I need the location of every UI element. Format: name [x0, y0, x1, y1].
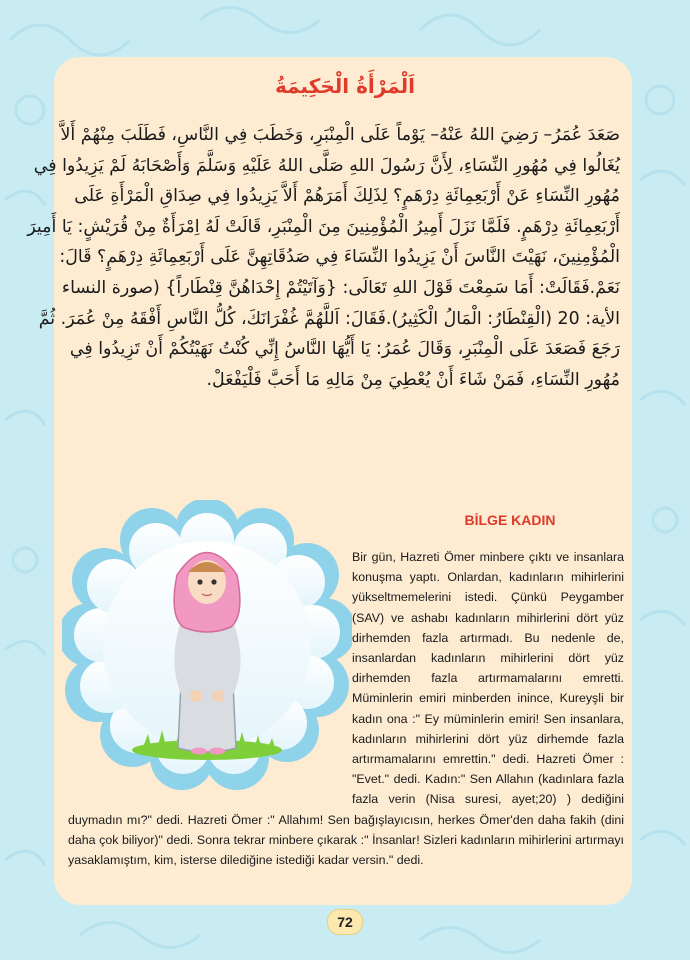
arabic-line: نَعَمْ.فَقَالَتْ: أَمَا سَمِعْتَ قَوْلَ اللهِ تَعَالَى: {وَآتَيْتُمْ إِحْدَاهُنَّ قِنْطَاراً} (صورة النساء [61, 277, 620, 298]
turkish-story-body: Bir gün, Hazreti Ömer minbere çıktı ve insanlara konuşma yaptı. Onlardan, kadınların mihirlerini yükseltmemelerini istedi. Çünkü Peygamber (SAV) ve ashabı kadınların mihirlerini dört yüz dirhemden fazla artırmadı. Bu nedenle de, insanlardan kadınların mihirlerini dört yüz dirhemden fazla artırmamalarını emretti. Müminlerin emiri minberden inince, Kureyşli bir kadın ona :" Ey müminlerin emiri! Sen insanlara, kadınların mihirlerini dört yüz dirhemde fazla artırmamalarını emrettin." dedi. Hazreti Ömer : "Evet." dedi. Kadın:" Sen Allahın (kadınlara fazla fazla verin (Nisa suresi, ayet;20) ) dediğini duymadın mı?" dedi. Hazreti Ömer :" Allahım! Sen bağışlayıcısın, herkes Ömer'den daha fakih (dini daha çok biliyor)" dedi. Sonra tekrar minbere çıkarak :" İnsanlar! Sizleri kadınların mihirlerini artırmayı yasaklamıştım, kim, isterse dilediğine istediği kadar versin." dedi. [68, 550, 624, 868]
arabic-line: الْمُؤْمِنِينَ، نَهَيْتَ النَّاسَ أَنْ يَزِيدُوا النِّسَاءَ فِي صَدُقَاتِهِنَّ عَلَى أَرْبَعِمِائَةِ دِرْهَمٍ؟ قَالَ: [59, 247, 620, 268]
turkish-story-text [68, 547, 624, 870]
arabic-line: أَرْبَعِمِائَةِ دِرْهَمٍ. فَلَمَّا نَزَلَ أَمِيرُ الْمُؤْمِنِينَ مِنَ الْمِنْبَرِ، قَالَتْ لَهُ اِمْرَأَةٌ مِنْ قُرَيْشٍ: يَا أَمِيرَ [27, 216, 620, 237]
page-number: 72 [327, 909, 363, 935]
turkish-title: BİLGE KADIN [464, 512, 556, 528]
arabic-line: رَجَعَ فَصَعَدَ عَلَى الْمِنْبَرِ، وَقَالَ عُمَرُ: يَا أَيُّهَا النَّاسُ إِنِّي كُنْتُ نَهَيْتُكُمْ أَنْ تَزِيدُوا فِي [69, 339, 620, 360]
arabic-story-text [27, 120, 620, 492]
arabic-line: يُغَالُوا فِي مُهُورِ النِّسَاءِ، لِأَنَّ رَسُولَ اللهِ صَلَّى اللهُ عَلَيْهِ وَسَلَّمَ وَأَصْحَابَهُ لَمْ يَزِيدُوا فِي [33, 155, 620, 176]
arabic-line: مُهُورِ النِّسَاءِ عَنْ أَرْبَعِمِائَةِ دِرْهَمٍ؟ لِذَلِكَ أَمَرَهُمْ أَلاَّ يَزِيدُوا فِي صِدَاقِ الْمَرْأَةِ عَلَى [74, 186, 620, 207]
arabic-line: الأية: 20 (الْقِنْطَارُ: الْمَالُ الْكَثِيرُ).فَقَالَ: اَللَّهُمَّ غُفْرَانَكَ، كُلُّ النَّاسِ أَفْقَهُ مِنْ عُمَرَ. ثُمَّ [38, 308, 620, 329]
arabic-line: صَعَدَ عُمَرُ– رَضِيَ اللهُ عَنْهُ– يَوْماً عَلَى الْمِنْبَرِ، وَخَطَبَ فِي النَّاسِ، فَطَلَبَ مِنْهُمْ أَلاَّ [60, 125, 620, 145]
arabic-line: مُهُورِ النِّسَاءِ، فَمَنْ شَاءَ أَنْ يُعْطِيَ مِنْ مَالِهِ مَا أَحَبَّ فَلْيَفْعَلْ. [206, 369, 620, 390]
arabic-title: اَلْمَرْأَةُ الْحَكِيمَةُ [275, 74, 415, 98]
